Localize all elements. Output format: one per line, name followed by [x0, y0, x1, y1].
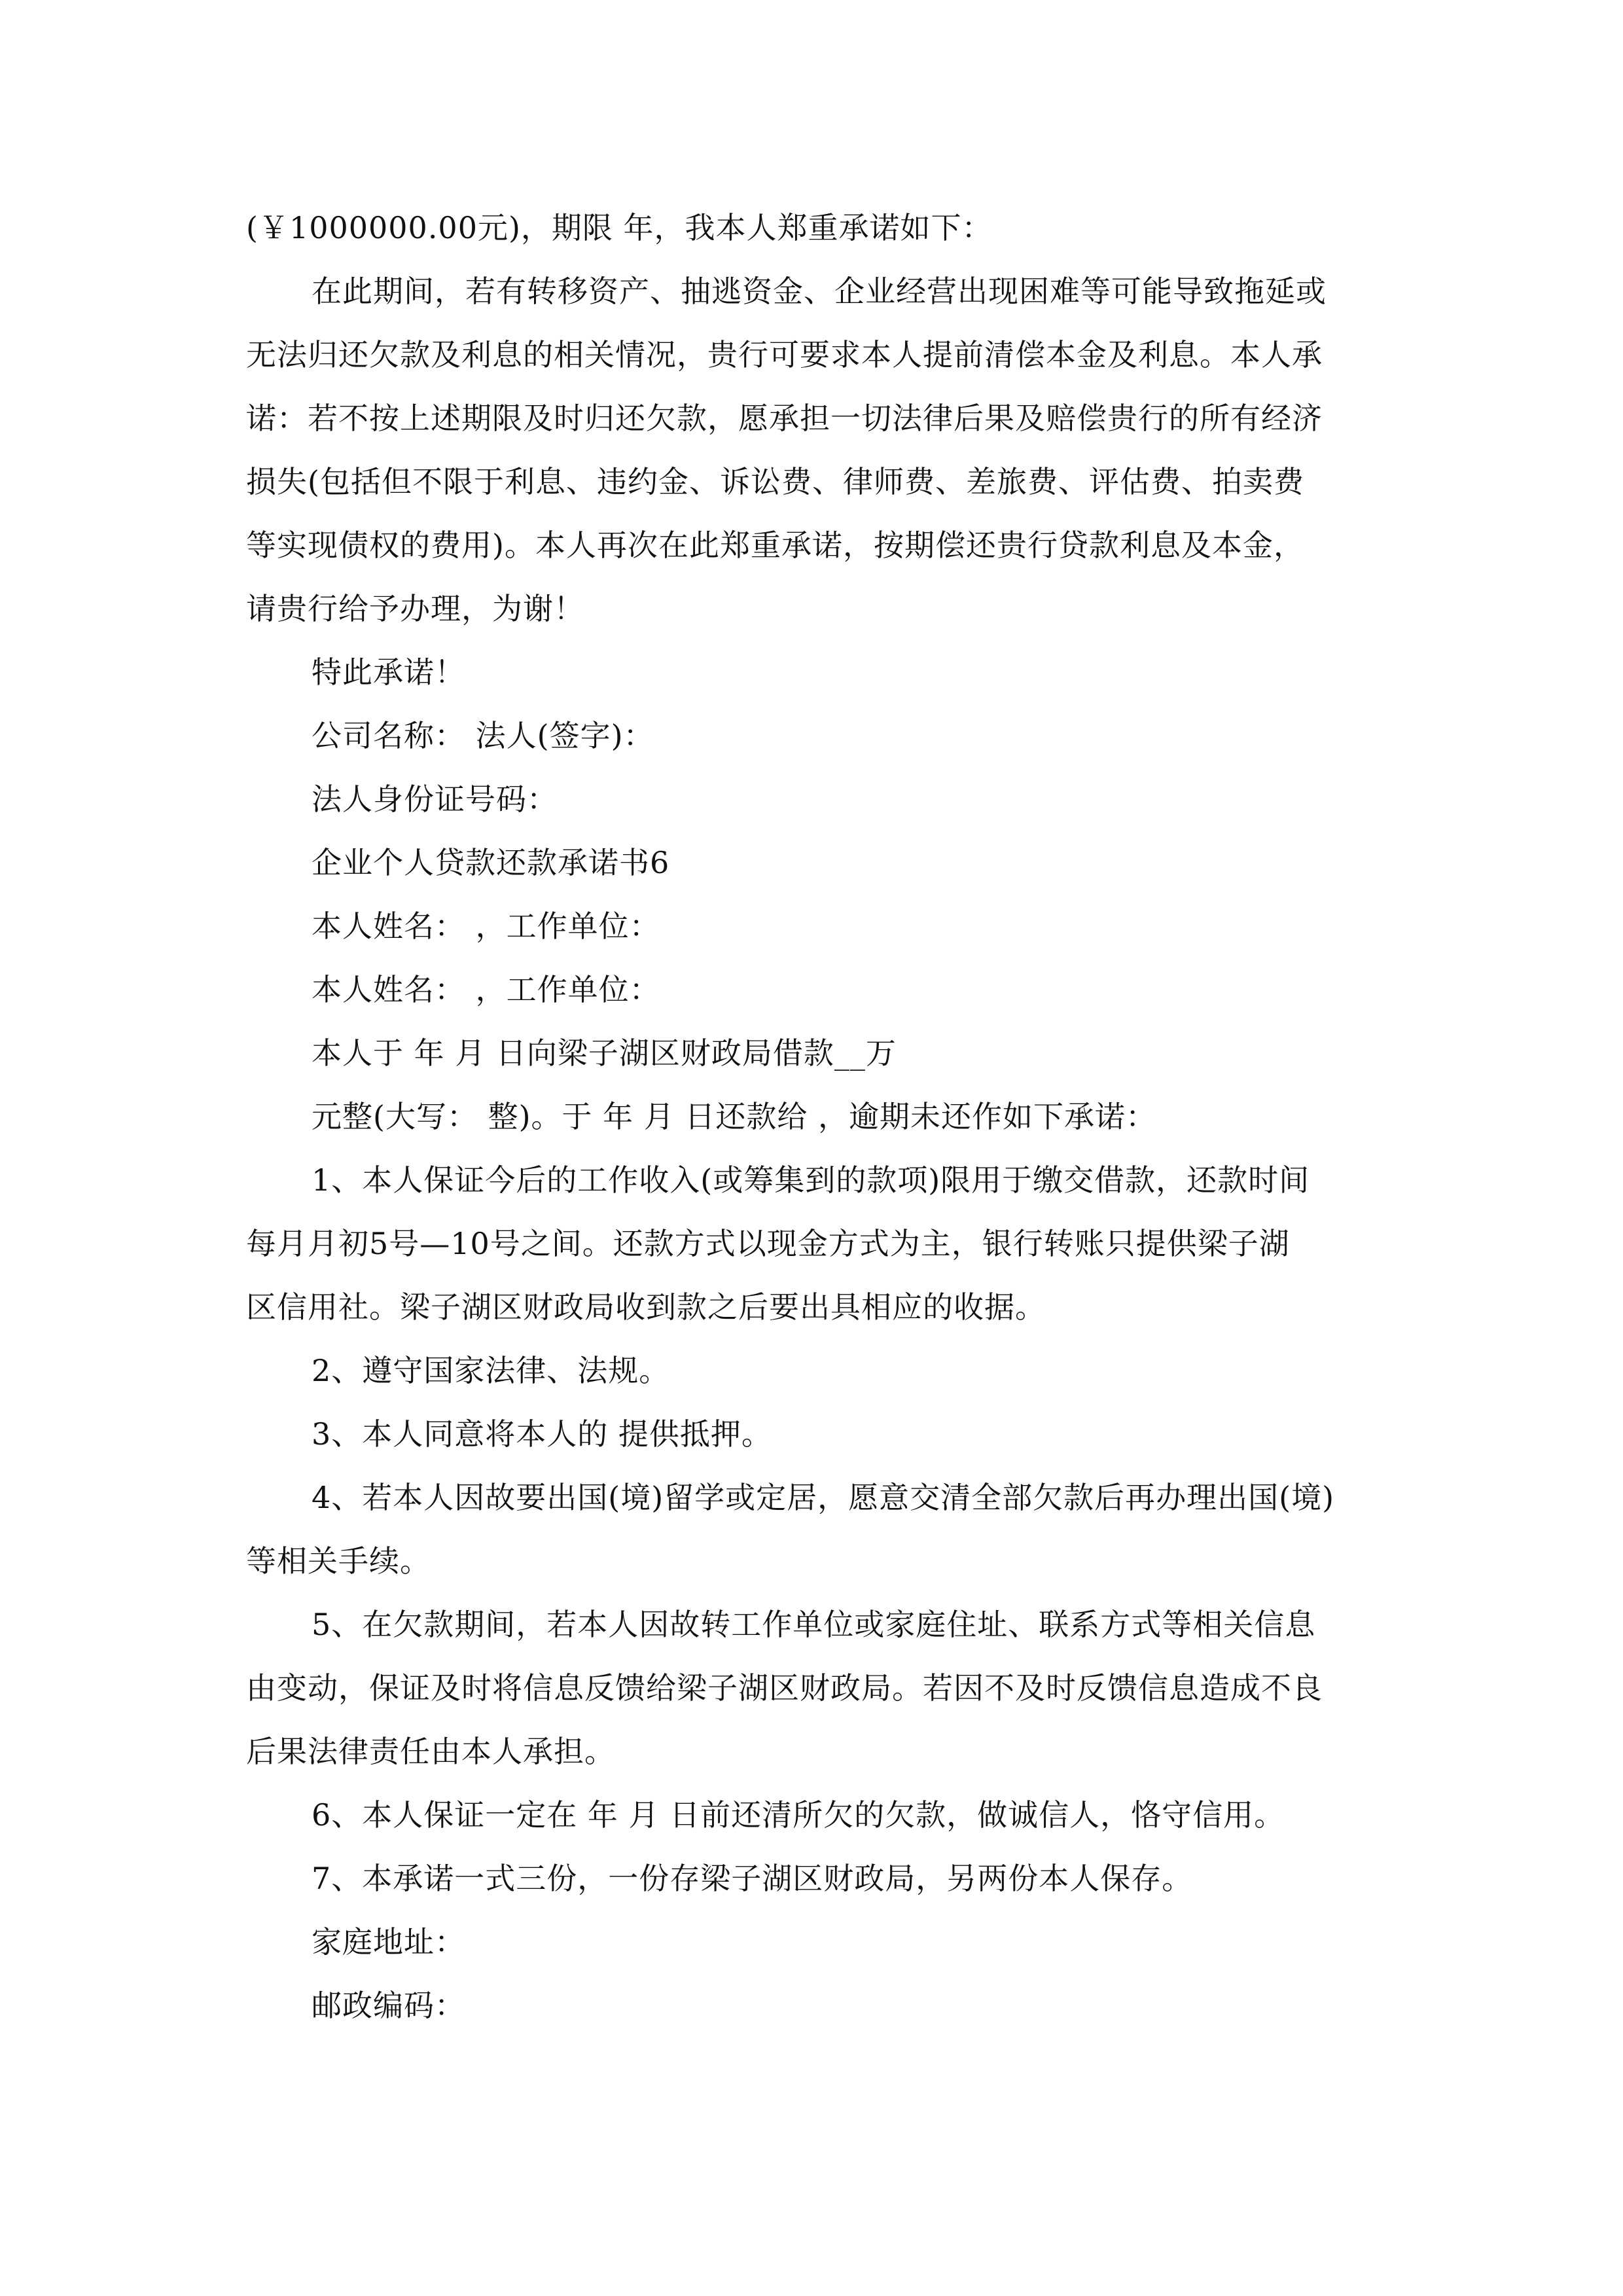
clause-5-cont: 后果法律责任由本人承担。 [246, 1734, 615, 1769]
clause-3: 3、本人同意将本人的 提供抵押。 [312, 1416, 772, 1452]
name-employer-line: 本人姓名： ，工作单位： [312, 972, 660, 1007]
postal-code-label: 邮政编码： [312, 1988, 465, 2023]
clause-1: 1、本人保证今后的工作收入(或筹集到的款项)限用于缴交借款，还款时间 [312, 1162, 1310, 1198]
clause-1-cont: 区信用社。梁子湖区财政局收到款之后要出具相应的收据。 [246, 1289, 1046, 1325]
text-line: 在此期间，若有转移资产、抽逃资金、企业经营出现困难等可能导致拖延或 [312, 274, 1327, 309]
clause-4-cont: 等相关手续。 [246, 1543, 431, 1579]
text-line-loan-amount: (￥1000000.00元)，期限 年，我本人郑重承诺如下： [246, 210, 993, 245]
clause-1-cont: 每月月初5号—10号之间。还款方式以现金方式为主，银行转账只提供梁子湖 [246, 1226, 1290, 1261]
text-line: 诺：若不按上述期限及时归还欠款，愿承担一切法律后果及赔偿贵行的所有经济 [246, 401, 1323, 436]
id-number-line: 法人身份证号码： [312, 781, 558, 817]
name-employer-line: 本人姓名： ，工作单位： [312, 908, 660, 944]
text-line: 请贵行给予办理，为谢！ [246, 591, 584, 626]
text-line: 本人于 年 月 日向梁子湖区财政局借款__万 [312, 1035, 897, 1071]
home-address-label: 家庭地址： [312, 1924, 465, 1960]
text-line: 等实现债权的费用)。本人再次在此郑重承诺，按期偿还贵行贷款利息及本金， [246, 528, 1304, 563]
clause-2: 2、遵守国家法律、法规。 [312, 1353, 670, 1388]
clause-4: 4、若本人因故要出国(境)留学或定居，愿意交清全部欠款后再办理出国(境) [312, 1480, 1335, 1515]
company-signature-line: 公司名称： 法人(签字)： [312, 718, 654, 753]
text-line: 元整(大写： 整)。于 年 月 日还款给 ，逾期未还作如下承诺： [312, 1099, 1157, 1134]
section-heading: 企业个人贷款还款承诺书6 [312, 845, 670, 880]
clause-7: 7、本承诺一式三份，一份存梁子湖区财政局，另两份本人保存。 [312, 1861, 1193, 1896]
clause-5: 5、在欠款期间，若本人因故转工作单位或家庭住址、联系方式等相关信息 [312, 1607, 1316, 1642]
clause-6: 6、本人保证一定在 年 月 日前还清所欠的欠款，做诚信人，恪守信用。 [312, 1797, 1285, 1833]
clause-5-cont: 由变动，保证及时将信息反馈给梁子湖区财政局。若因不及时反馈信息造成不良 [246, 1670, 1323, 1706]
text-line: 无法归还欠款及利息的相关情况，贵行可要求本人提前清偿本金及利息。本人承 [246, 337, 1323, 372]
text-line: 损失(包括但不限于利息、违约金、诉讼费、律师费、差旅费、评估费、拍卖费 [246, 464, 1304, 499]
text-line-closing: 特此承诺！ [312, 655, 465, 690]
